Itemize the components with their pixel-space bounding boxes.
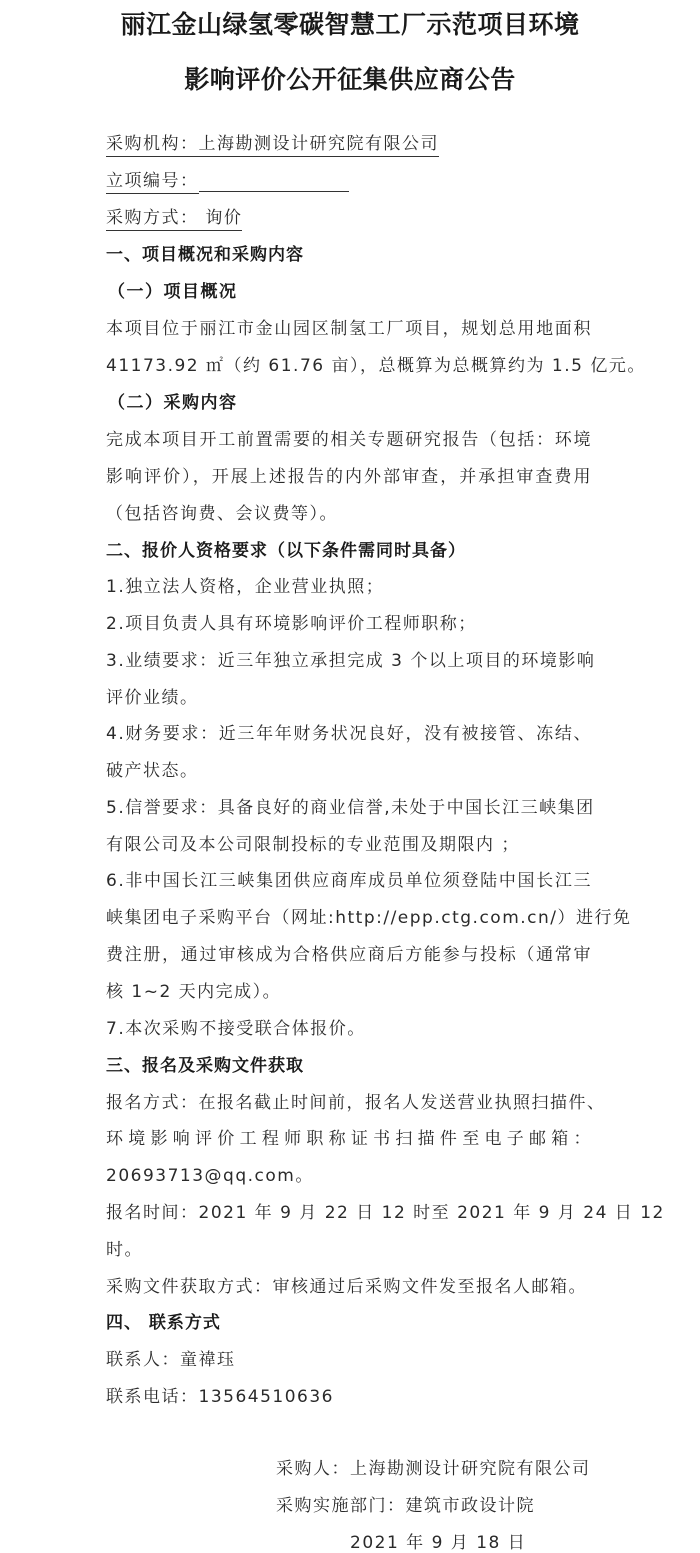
- registration-method-line1: 报名方式：在报名截止时间前，报名人发送营业执照扫描件、: [106, 1093, 606, 1113]
- project-overview-line2: 41173.92 ㎡（约 61.76 亩），总概算为总概算约为 1.5 亿元。: [106, 356, 646, 376]
- document-title-line1: 丽江金山绿氢零碳智慧工厂示范项目环境: [120, 10, 580, 39]
- procurement-method: [106, 203, 242, 228]
- section4-heading: 四、 联系方式: [106, 1313, 221, 1333]
- procurement-agency-text: 采购机构：上海勘测设计研究院有限公司: [106, 134, 439, 157]
- document-acquisition: 采购文件获取方式：审核通过后采购文件发至报名人邮箱。: [106, 1277, 587, 1297]
- registration-method-line2: 环境影响评价工程师职称证书扫描件至电子邮箱：: [106, 1129, 592, 1149]
- project-number: [106, 166, 349, 192]
- requirement-6-line4: 核 1~2 天内完成）。: [106, 982, 282, 1002]
- section2-heading: 二、报价人资格要求（以下条件需同时具备）: [106, 541, 466, 561]
- requirement-6-line2: 峡集团电子采购平台（网址:http://epp.ctg.com.cn/）进行免: [106, 908, 632, 928]
- requirement-4-line1: 4.财务要求：近三年年财务状况良好，没有被接管、冻结、: [106, 724, 592, 744]
- requirement-4-line2: 破产状态。: [106, 761, 199, 781]
- project-overview-line1: 本项目位于丽江市金山园区制氢工厂项目，规划总用地面积: [106, 319, 592, 339]
- requirement-7: 7.本次采购不接受联合体报价。: [106, 1019, 366, 1039]
- requirement-5-line1: 5.信誉要求：具备良好的商业信誉,未处于中国长江三峡集团: [106, 798, 595, 818]
- signature-date: 2021 年 9 月 18 日: [350, 1533, 527, 1553]
- requirement-3-line2: 评价业绩。: [106, 688, 199, 708]
- registration-time-line1: 报名时间：2021 年 9 月 22 日 12 时至 2021 年 9 月 24 日 12: [106, 1203, 665, 1223]
- procurement-content-line3: （包括咨询费、会议费等）。: [106, 504, 338, 524]
- section1-sub1: （一）项目概况: [108, 282, 238, 302]
- project-number-blank: [199, 190, 349, 192]
- requirement-5-line2: 有限公司及本公司限制投标的专业范围及期限内 ；: [106, 835, 520, 855]
- requirement-2: 2.项目负责人具有环境影响评价工程师职称；: [106, 614, 477, 634]
- project-number-label: 立项编号：: [106, 171, 199, 194]
- procurement-content-line1: 完成本项目开工前置需要的相关专题研究报告（包括：环境: [106, 430, 592, 450]
- procurement-content-line2: 影响评价），开展上述报告的内外部审查，并承担审查费用: [106, 467, 592, 487]
- requirement-6-line3: 费注册，通过审核成为合格供应商后方能参与投标（通常审: [106, 945, 592, 965]
- requirement-6-line1: 6.非中国长江三峡集团供应商库成员单位须登陆中国长江三: [106, 871, 592, 891]
- registration-email: 20693713@qq.com。: [106, 1166, 314, 1186]
- contact-phone: 联系电话：13564510636: [106, 1387, 334, 1407]
- procurement-agency: [106, 129, 439, 154]
- section3-heading: 三、报名及采购文件获取: [106, 1056, 304, 1076]
- registration-time-line2: 时。: [106, 1240, 143, 1260]
- section1-sub2: （二）采购内容: [108, 393, 238, 413]
- signature-department: 采购实施部门：建筑市政设计院: [276, 1496, 535, 1516]
- procurement-method-text: 采购方式： 询价: [106, 208, 242, 231]
- document-title-line2: 影响评价公开征集供应商公告: [184, 65, 516, 94]
- requirement-1: 1.独立法人资格，企业营业执照；: [106, 577, 385, 597]
- contact-person: 联系人：童禕珏: [106, 1350, 236, 1370]
- signature-buyer: 采购人：上海勘测设计研究院有限公司: [276, 1459, 591, 1479]
- section1-heading: 一、项目概况和采购内容: [106, 245, 304, 265]
- requirement-3-line1: 3.业绩要求：近三年独立承担完成 3 个以上项目的环境影响: [106, 651, 596, 671]
